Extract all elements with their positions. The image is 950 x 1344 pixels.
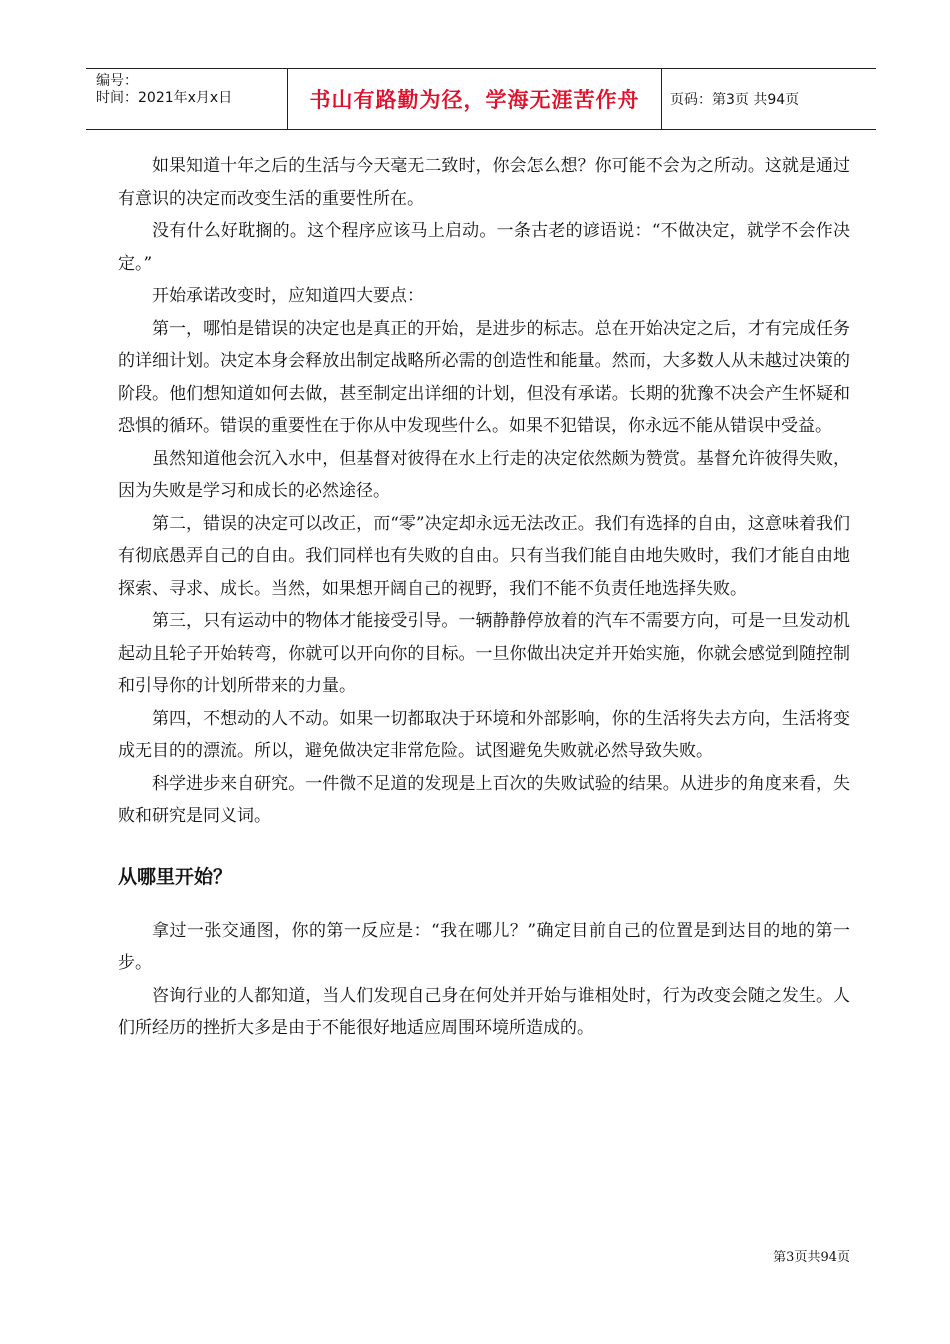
paragraph: 咨询行业的人都知道，当人们发现自己身在何处并开始与谁相处时，行为改变会随之发生。人们所经历的挫折大多是由于不能很好地适应周围环境所造成的。 — [118, 985, 850, 1038]
header-motto: 书山有路勤为径，学海无涯苦作舟 — [309, 88, 640, 112]
header-motto-cell — [288, 69, 662, 129]
paragraph: 虽然知道他会沉入水中，但基督对彼得在水上行走的决定依然颇为赞赏。基督允许彼得失败，因为失败是学习和成长的必然途径。 — [118, 448, 850, 501]
time-label: 时间：2021年x月x日 — [96, 90, 233, 106]
page-header — [86, 68, 876, 130]
header-page-info-cell — [662, 69, 876, 129]
footer-page-number: 第3页共94页 — [773, 1250, 850, 1265]
document-body — [118, 150, 850, 1045]
paragraph: 拿过一张交通图，你的第一反应是：“我在哪儿？”确定目前自己的位置是到达目的地的第一步。 — [118, 920, 850, 973]
header-page-info: 页码：第3页 共94页 — [670, 92, 800, 108]
paragraph: 第二，错误的决定可以改正，而“零”决定却永远无法改正。我们有选择的自由，这意味着我们有彻底愚弄自己的自由。我们同样也有失败的自由。只有当我们能自由地失败时，我们才能自由地探索、寻求、成长。当然，如果想开阔自己的视野，我们不能不负责任地选择失败。 — [118, 513, 850, 599]
paragraph: 科学进步来自研究。一件微不足道的发现是上百次的失败试验的结果。从进步的角度来看，失败和研究是同义词。 — [118, 773, 850, 826]
paragraph: 开始承诺改变时，应知道四大要点： — [152, 286, 424, 306]
number-label: 编号： — [96, 73, 138, 89]
header-meta — [86, 69, 288, 129]
paragraph: 第四，不想动的人不动。如果一切都取决于环境和外部影响，你的生活将失去方向，生活将变成无目的的漂流。所以，避免做决定非常危险。试图避免失败就必然导致失败。 — [118, 708, 850, 761]
paragraph: 如果知道十年之后的生活与今天毫无二致时，你会怎么想？你可能不会为之所动。这就是通过有意识的决定而改变生活的重要性所在。 — [118, 156, 850, 209]
paragraph: 第三，只有运动中的物体才能接受引导。一辆静静停放着的汽车不需要方向，可是一旦发动机起动且轮子开始转弯，你就可以开向你的目标。一旦你做出决定并开始实施，你就会感觉到随控制和引导你的计划所带来的力量。 — [118, 611, 850, 696]
paragraph: 第一，哪怕是错误的决定也是真正的开始，是进步的标志。总在开始决定之后，才有完成任务的详细计划。决定本身会释放出制定战略所必需的创造性和能量。然而，大多数人从未越过决策的阶段。他们想知道如何去做，甚至制定出详细的计划，但没有承诺。长期的犹豫不决会产生怀疑和恐惧的循环。错误的重要性在于你从中发现些什么。如果不犯错误，你永远不能从错误中受益。 — [118, 318, 850, 436]
section-heading: 从哪里开始？ — [118, 865, 233, 888]
paragraph: 没有什么好耽搁的。这个程序应该马上启动。一条古老的谚语说：“不做决定，就学不会作决定。” — [118, 221, 850, 274]
page-footer — [773, 1246, 850, 1265]
